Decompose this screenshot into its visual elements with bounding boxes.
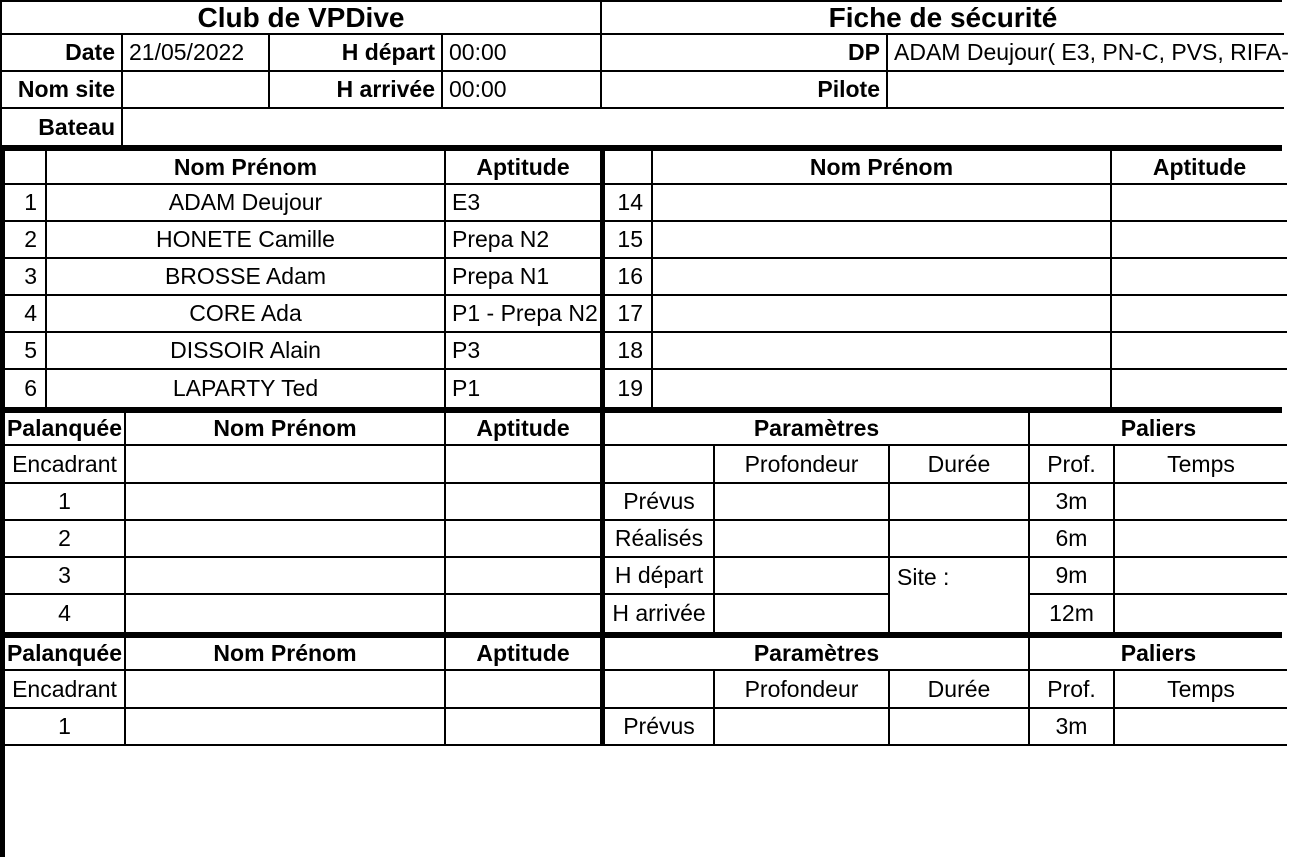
palanquee-name-header: Nom Prénom xyxy=(126,638,446,671)
diver-name[interactable]: ADAM Deujour xyxy=(47,185,446,222)
parametres-header: Paramètres xyxy=(605,413,1030,446)
divers-aptitude-header-right: Aptitude xyxy=(1112,151,1287,185)
divers-section xyxy=(0,145,1282,407)
bateau-value[interactable] xyxy=(123,109,1284,145)
prof-header: Prof. xyxy=(1030,671,1115,709)
nom-site-value[interactable] xyxy=(123,72,270,109)
palier-depth: 3m xyxy=(1030,709,1115,746)
duree-prevus-cell[interactable] xyxy=(890,484,1030,521)
palier-depth: 12m xyxy=(1030,595,1115,632)
diver-aptitude[interactable]: Prepa N1 xyxy=(446,259,605,296)
palanquee-row-number: 1 xyxy=(5,484,126,521)
pilote-label: Pilote xyxy=(602,72,888,109)
encadrant-name-cell[interactable] xyxy=(126,671,446,709)
divers-name-header-left: Nom Prénom xyxy=(47,151,446,185)
diver-number: 14 xyxy=(605,185,653,222)
profondeur-realises-cell[interactable] xyxy=(715,521,890,558)
header-section xyxy=(0,0,1289,145)
palanquee-row-number: 4 xyxy=(5,595,126,632)
divers-number-header-right xyxy=(605,151,653,185)
diver-number: 3 xyxy=(5,259,47,296)
palier-temps-cell[interactable] xyxy=(1115,595,1287,632)
diver-aptitude[interactable] xyxy=(1112,333,1287,370)
diver-name[interactable]: DISSOIR Alain xyxy=(47,333,446,370)
diver-name[interactable] xyxy=(653,296,1112,333)
param-row-label-h-depart: H départ xyxy=(605,558,715,595)
diver-name[interactable]: HONETE Camille xyxy=(47,222,446,259)
diver-aptitude[interactable]: P1 - Prepa N2 xyxy=(446,296,605,333)
palanquee-header: Palanquée xyxy=(5,638,126,671)
diver-name-cell[interactable] xyxy=(126,484,446,521)
diver-name[interactable]: LAPARTY Ted xyxy=(47,370,446,407)
palier-temps-cell[interactable] xyxy=(1115,558,1287,595)
temps-header: Temps xyxy=(1115,671,1287,709)
profondeur-header: Profondeur xyxy=(715,671,890,709)
profondeur-h-arrivee-cell[interactable] xyxy=(715,595,890,632)
palier-depth: 3m xyxy=(1030,484,1115,521)
h-arrivee-value[interactable]: 00:00 xyxy=(443,72,602,109)
diver-name[interactable]: CORE Ada xyxy=(47,296,446,333)
sheet-title: Fiche de sécurité xyxy=(602,2,1284,35)
club-title: Club de VPDive xyxy=(2,2,602,35)
palier-temps-cell[interactable] xyxy=(1115,709,1287,746)
diver-name-cell[interactable] xyxy=(126,558,446,595)
encadrant-label: Encadrant xyxy=(5,671,126,709)
h-arrivee-label: H arrivée xyxy=(270,72,443,109)
paliers-header: Paliers xyxy=(1030,638,1287,671)
profondeur-h-depart-cell[interactable] xyxy=(715,558,890,595)
duree-header: Durée xyxy=(890,446,1030,484)
palier-depth: 6m xyxy=(1030,521,1115,558)
param-corner-cell xyxy=(605,446,715,484)
pilote-value[interactable] xyxy=(888,72,1284,109)
diver-aptitude[interactable]: Prepa N2 xyxy=(446,222,605,259)
diver-name[interactable] xyxy=(653,333,1112,370)
site-label[interactable]: Site : xyxy=(890,558,1030,632)
diver-number: 18 xyxy=(605,333,653,370)
param-corner-cell xyxy=(605,671,715,709)
date-value[interactable]: 21/05/2022 xyxy=(123,35,270,72)
diver-aptitude[interactable] xyxy=(1112,259,1287,296)
dp-label: DP xyxy=(602,35,888,72)
paliers-header: Paliers xyxy=(1030,413,1287,446)
diver-number: 4 xyxy=(5,296,47,333)
diver-aptitude[interactable]: P1 xyxy=(446,370,605,407)
palier-temps-cell[interactable] xyxy=(1115,521,1287,558)
bateau-label: Bateau xyxy=(2,109,123,145)
diver-number: 19 xyxy=(605,370,653,407)
diver-number: 1 xyxy=(5,185,47,222)
diver-aptitude[interactable]: P3 xyxy=(446,333,605,370)
diver-aptitude-cell[interactable] xyxy=(446,709,605,746)
encadrant-aptitude-cell[interactable] xyxy=(446,446,605,484)
nom-site-label: Nom site xyxy=(2,72,123,109)
diver-aptitude[interactable] xyxy=(1112,222,1287,259)
parametres-header: Paramètres xyxy=(605,638,1030,671)
date-label: Date xyxy=(2,35,123,72)
duree-header: Durée xyxy=(890,671,1030,709)
diver-aptitude-cell[interactable] xyxy=(446,595,605,632)
diver-name[interactable] xyxy=(653,222,1112,259)
diver-aptitude[interactable] xyxy=(1112,185,1287,222)
param-row-label-prevus: Prévus xyxy=(605,484,715,521)
encadrant-name-cell[interactable] xyxy=(126,446,446,484)
diver-aptitude[interactable]: E3 xyxy=(446,185,605,222)
duree-realises-cell[interactable] xyxy=(890,521,1030,558)
diver-number: 15 xyxy=(605,222,653,259)
diver-number: 5 xyxy=(5,333,47,370)
palanquee-header: Palanquée xyxy=(5,413,126,446)
temps-header: Temps xyxy=(1115,446,1287,484)
diver-name-cell[interactable] xyxy=(126,709,446,746)
diver-aptitude-cell[interactable] xyxy=(446,521,605,558)
encadrant-aptitude-cell[interactable] xyxy=(446,671,605,709)
diver-name[interactable] xyxy=(653,185,1112,222)
param-row-label-prevus: Prévus xyxy=(605,709,715,746)
diver-name[interactable] xyxy=(653,370,1112,407)
divers-number-header-left xyxy=(5,151,47,185)
diver-number: 16 xyxy=(605,259,653,296)
diver-name-cell[interactable] xyxy=(126,595,446,632)
divers-name-header-right: Nom Prénom xyxy=(653,151,1112,185)
diver-aptitude[interactable] xyxy=(1112,370,1287,407)
palanquee-aptitude-header: Aptitude xyxy=(446,413,605,446)
profondeur-header: Profondeur xyxy=(715,446,890,484)
palanquee-row-number: 3 xyxy=(5,558,126,595)
diver-aptitude[interactable] xyxy=(1112,296,1287,333)
palier-temps-cell[interactable] xyxy=(1115,484,1287,521)
palanquee-row-number: 1 xyxy=(5,709,126,746)
h-depart-value[interactable]: 00:00 xyxy=(443,35,602,72)
diver-name[interactable]: BROSSE Adam xyxy=(47,259,446,296)
diver-name-cell[interactable] xyxy=(126,521,446,558)
palanquee-aptitude-header: Aptitude xyxy=(446,638,605,671)
duree-prevus-cell[interactable] xyxy=(890,709,1030,746)
param-row-label-h-arrivee: H arrivée xyxy=(605,595,715,632)
palier-depth: 9m xyxy=(1030,558,1115,595)
palanquee-name-header: Nom Prénom xyxy=(126,413,446,446)
encadrant-label: Encadrant xyxy=(5,446,126,484)
dp-value[interactable]: ADAM Deujour( E3, PN-C, PVS, RIFA- xyxy=(888,35,1284,72)
diver-number: 2 xyxy=(5,222,47,259)
palanquee-section-2 xyxy=(0,632,1282,857)
h-depart-label: H départ xyxy=(270,35,443,72)
profondeur-prevus-cell[interactable] xyxy=(715,484,890,521)
diver-aptitude-cell[interactable] xyxy=(446,484,605,521)
prof-header: Prof. xyxy=(1030,446,1115,484)
profondeur-prevus-cell[interactable] xyxy=(715,709,890,746)
diver-number: 6 xyxy=(5,370,47,407)
divers-aptitude-header-left: Aptitude xyxy=(446,151,605,185)
diver-number: 17 xyxy=(605,296,653,333)
palanquee-section-1 xyxy=(0,407,1282,632)
param-row-label-realises: Réalisés xyxy=(605,521,715,558)
diver-aptitude-cell[interactable] xyxy=(446,558,605,595)
diver-name[interactable] xyxy=(653,259,1112,296)
palanquee-row-number: 2 xyxy=(5,521,126,558)
